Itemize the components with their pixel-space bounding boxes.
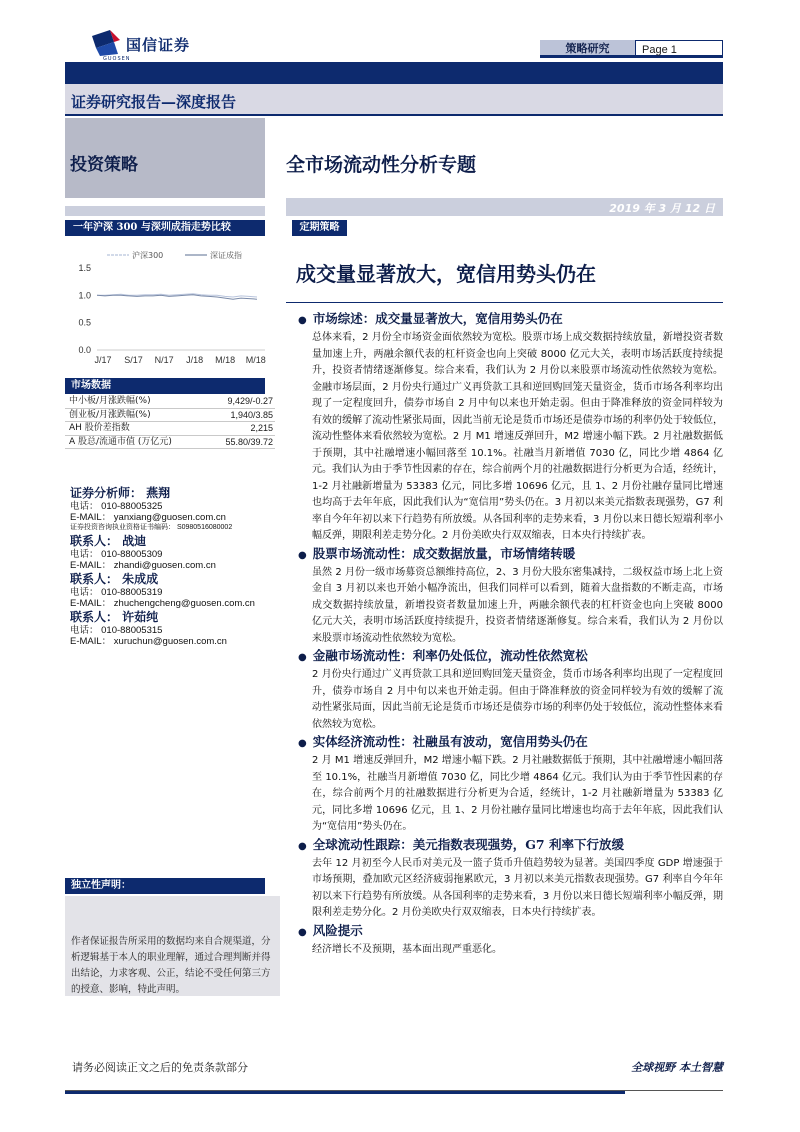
market-row — [65, 409, 275, 423]
contact-email[interactable]: E-MAIL： zhandi@guosen.com.cn — [70, 560, 216, 571]
section-paragraph: 总体来看，2 月份全市场资金面依然较为宽松。股票市场上成交数据持续放量，新增投资者数量加速上升，两融余额代表的杠杆资金也向上突破 8000 亿元大关，表明市场活跃度持续提升，投资者情绪逐渐修复。综合来看，我们认为 2 月份以来股票市场流动性依然较为宽松。金融市场层面，2 月份央行通过广义再贷款工具和逆回购回笼天量资金，货币市场各利率均出现了一定程度回升，债券市场自 2 月中旬以来也开始走弱。但由于降准释放的资金同样较为有效的缓解了流动性紧张局面，因此当前无论是货币市场还是债券市场的利率仍处于较低位，流动性整体来看依然较为宽松。2 月 M1 增速反弹回升，M2 增速小幅下跌。2 月社融数据低于预期，其中社融增速小幅回落至 10.1%。社融当月新增值 7030 亿，同比少增 4864 亿元。我们认为由于季节性因素的存在，综合前两个月的社融数据进行分析更为合适，经统计，1-2 月社融新增量为 53383 亿元，同比多增 10696 亿元，且 1、2 月份社融存量同比增速也均高于去年年底，因此我们认为“宽信用”势头仍在。3 月初以来美元指数表现强势，G7 利率自今年年初以来下行趋势有所放缓。从各国利率的走势来看，3 月份以来日德长短端利率小幅反弹，期限利差走势分化。2 月份美欧央行双双缩表，日本央行持续扩表。 — [312, 332, 723, 541]
market-data-title: 市场数据 — [65, 378, 265, 394]
market-key: AH 股价差指数 — [69, 423, 130, 433]
x-tick-label: J/18 — [186, 355, 204, 365]
report-type: 证券研究报告—深度报告 — [71, 93, 237, 111]
x-tick-label: S/17 — [124, 355, 143, 365]
analyst-phone: 电话： 010-88005325 — [70, 501, 163, 512]
legend-label: 沪深300 — [132, 251, 164, 260]
contact-name: 联系人： 战迪 — [70, 534, 147, 548]
market-key: A 股总/流通市值 (万亿元) — [69, 436, 172, 447]
section-heading: ● 实体经济流动性：社融虽有波动，宽信用势头仍在 — [298, 733, 723, 753]
headline-rule — [286, 302, 723, 303]
analyst-cert: 证券投资咨询执业资格证书编码： S0980516080002 — [70, 524, 233, 531]
analyst-email[interactable]: E-MAIL： yanxiang@guosen.com.cn — [70, 512, 226, 523]
market-key: 创业板/月涨跌幅(%) — [69, 409, 151, 420]
disclaimer-note: 请务必阅读正文之后的免责条款部分 — [72, 1061, 248, 1074]
x-tick-label: M/18 — [245, 355, 266, 365]
logo-subtitle: GUOSEN — [103, 56, 131, 62]
y-tick-label: 0.5 — [78, 317, 91, 328]
independence-title: 独立性声明： — [65, 878, 265, 894]
contact-phone: 电话： 010-88005315 — [70, 625, 163, 636]
section-paragraph: 经济增长不及预期，基本面出现严重恶化。 — [312, 943, 502, 955]
page-title: 全市场流动性分析专题 — [286, 154, 477, 176]
left-date-band — [65, 206, 265, 216]
contact-phone: 电话： 010-88005319 — [70, 587, 163, 598]
market-value: 9,429/-0.27 — [227, 396, 273, 406]
market-value: 1,940/3.85 — [230, 409, 273, 420]
analyst-name: 证券分析师： 燕翔 — [70, 486, 171, 500]
section-heading: ● 全球流动性跟踪：美元指数表现强势，G7 利率下行放缓 — [298, 836, 723, 856]
market-data-table — [65, 395, 275, 449]
report-sections — [298, 310, 723, 958]
section-heading: ● 市场综述：成交量显著放大，宽信用势头仍在 — [298, 310, 723, 330]
section-heading: ● 风险提示 — [298, 922, 723, 942]
section-paragraph: 2 月份央行通过广义再贷款工具和逆回购回笼天量资金，货币市场各利率均出现了一定程度回升，债券市场自 2 月中旬以来也开始走弱。但由于降准释放的资金同样较为有效的缓解了流动性紧张局面，因此当前无论是货币市场还是债券市场的利率仍处于较低位，流动性整体来看依然较为宽松。 — [312, 669, 723, 730]
chart-title: 一年沪深 300 与深圳成指走势比较 — [65, 220, 265, 236]
report-type-band — [65, 84, 723, 116]
x-tick-label: M/18 — [215, 355, 236, 365]
contact-name: 联系人： 许茹纯 — [70, 610, 159, 624]
section-heading: ● 股票市场流动性：成交数据放量，市场情绪转暖 — [298, 545, 723, 565]
category-label: 投资策略 — [70, 155, 138, 175]
legend-label: 深证成指 — [210, 251, 242, 260]
section-paragraph: 2 月 M1 增速反弹回升，M2 增速小幅下跌。2 月社融数据低于预期，其中社融增速小幅回落至 10.1%，社融当月新增值 7030 亿，同比少增 4864 亿元。我们认为由于季节性因素的存在，综合前两个月的社融数据进行分析更为合适，经统计，1-2 月社融新增量为 53383 亿元，同比多增 10696 亿元，且 1、2 月份社融存量同比增速也均高于去年年底，因此我们认为“宽信用”势头仍在。 — [312, 755, 723, 832]
date-band — [286, 198, 723, 216]
headline: 成交量显著放大，宽信用势头仍在 — [296, 262, 596, 286]
market-value: 2,215 — [250, 423, 273, 433]
footer-bar — [65, 1091, 625, 1094]
header-band — [65, 62, 723, 84]
x-tick-label: N/17 — [154, 355, 174, 365]
section-heading: ● 金融市场流动性：利率仍处低位，流动性依然宽松 — [298, 647, 723, 667]
market-row — [65, 422, 275, 436]
index-comparison-chart — [65, 238, 275, 373]
y-tick-label: 1.5 — [78, 263, 91, 273]
section-paragraph: 去年 12 月初至今人民币对美元及一篮子货币升值趋势较为显著。美国四季度 GDP 增速强于市场预期，叠加欧元区经济疲弱拖累欧元，3 月初以来美元指数表现强势。G7 利率自今年年初以来下行趋势有所放缓。从各国利率的走势来看，3 月份以来日德长短端利率小幅反弹，期限利差走势分化。2 月份美欧央行双双缩表，日本央行持续扩表。 — [312, 857, 723, 918]
contact-email[interactable]: E-MAIL： xuruchun@guosen.com.cn — [70, 636, 227, 647]
analyst-contacts — [70, 485, 280, 647]
footer-slogan: 全球视野 本土智慧 — [631, 1061, 723, 1074]
contact-name: 联系人： 朱成成 — [70, 572, 159, 586]
y-tick-label: 0.0 — [78, 345, 91, 355]
market-row — [65, 436, 275, 450]
section-paragraph: 虽然 2 月份一级市场募资总额维持高位，2、3 月份大股东密集减持，二级权益市场上北上资金自 3 月初以来也开始小幅净流出，但我们同样可以看到，随着大盘指数的不断走高，市场成交数据持续放量，新增投资者数量加速上升，两融余额代表的杠杆资金也向上突破 8000 亿元大关，表明市场活跃度持续提升，投资者情绪逐渐修复。综合来看，我们认为 2 月份以来股票市场流动性依然较为宽松。 — [312, 566, 723, 644]
x-tick-label: J/17 — [94, 355, 112, 365]
market-key: 中小板/月涨跌幅(%) — [69, 396, 151, 406]
market-value: 55.80/39.72 — [225, 436, 273, 447]
periodic-tag: 定期策略 — [292, 220, 347, 236]
market-row — [65, 395, 275, 409]
logo-name: 国信证券 — [126, 36, 191, 54]
page-number: Page 1 — [635, 40, 723, 58]
report-tag: 策略研究 — [540, 40, 635, 58]
report-date: 2019 年 3 月 12 日 — [609, 202, 715, 215]
contact-phone: 电话： 010-88005309 — [70, 549, 163, 560]
y-tick-label: 1.0 — [78, 290, 91, 301]
independence-statement: 作者保证报告所采用的数据均来自合规渠道，分析逻辑基于本人的职业理解，通过合理判断并得出结论，力求客观、公正，结论不受任何第三方的授意、影响，特此声明。 — [65, 896, 280, 996]
contact-email[interactable]: E-MAIL： zhuchengcheng@guosen.com.cn — [70, 598, 255, 609]
